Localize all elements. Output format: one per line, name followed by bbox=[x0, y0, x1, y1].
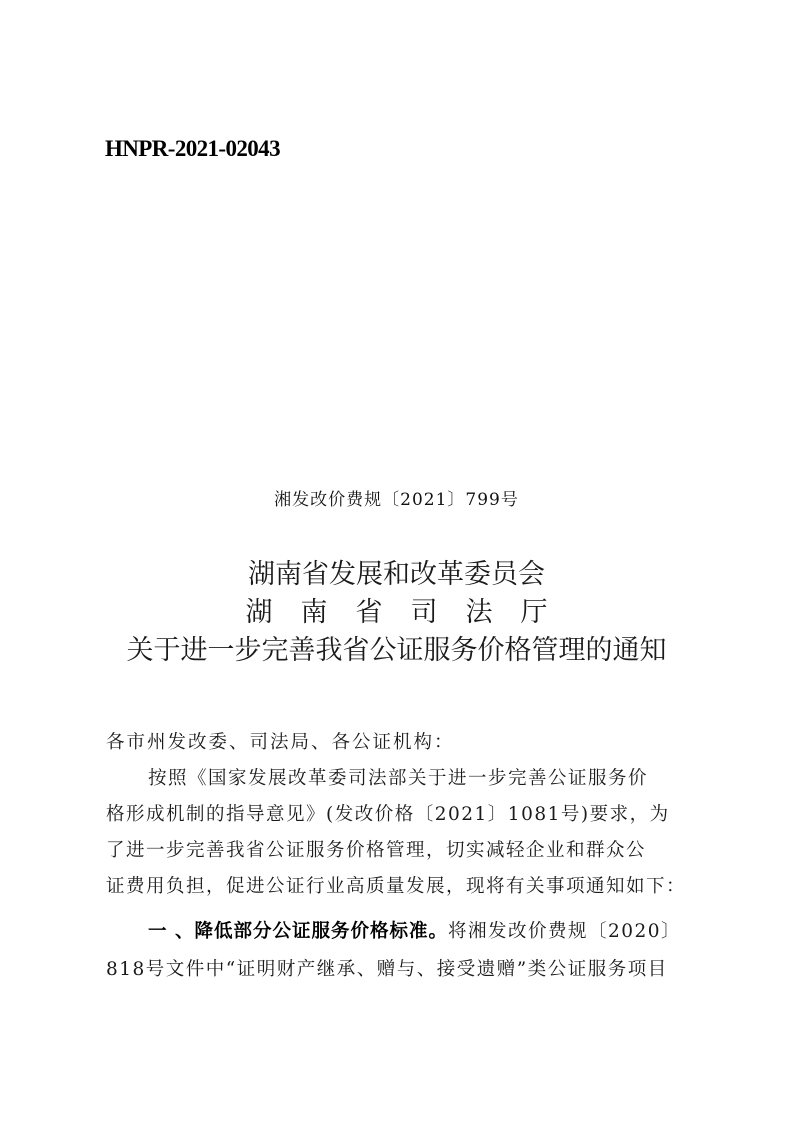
section-1-line: 818号文件中“证明财产继承、赠与、接受遗赠”类公证服务项目 bbox=[106, 959, 668, 980]
paragraph-line: 格形成机制的指导意见》(发改价格〔2021〕1081号)要求，为 bbox=[106, 804, 670, 825]
document-number: 湘发改价费规〔2021〕799号 bbox=[274, 490, 519, 510]
document-code: HNPR-2021-02043 bbox=[105, 136, 280, 161]
section-1-text: 将湘发改价费规〔2020〕 bbox=[447, 921, 682, 942]
title-issuer-2: 湖南省司法厅 bbox=[245, 597, 576, 628]
paragraph-line: 证费用负担，促进公证行业高质量发展，现将有关事项通知如下： bbox=[106, 876, 687, 897]
paragraph-line: 了进一步完善我省公证服务价格管理，切实减轻企业和群众公 bbox=[106, 840, 647, 861]
section-1-heading: 一 、降低部分公证服务价格标准。 bbox=[148, 921, 448, 942]
paragraph-line: 按照《国家发展改革委司法部关于进一步完善公证服务价 bbox=[148, 768, 649, 789]
addressee: 各市州发改委、司法局、各公证机构： bbox=[106, 732, 455, 753]
section-1-line bbox=[148, 917, 732, 943]
document-title bbox=[0, 556, 793, 670]
title-issuer-1: 湖南省发展和改革委员会 bbox=[248, 559, 545, 590]
title-subject: 关于进一步完善我省公证服务价格管理的通知 bbox=[126, 635, 667, 666]
